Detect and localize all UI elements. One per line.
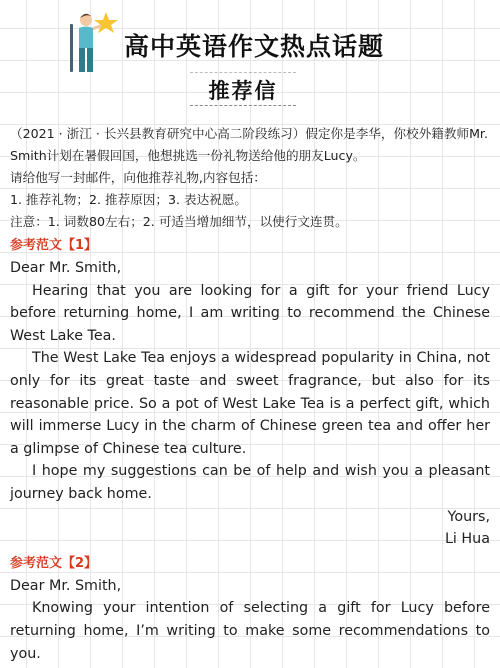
letter-paragraph: I hope my suggestions can be of help and wish you a pleasant journey back home. bbox=[10, 463, 490, 502]
person-with-star-icon bbox=[62, 6, 126, 78]
prompt-line: 请给他写一封邮件，向他推荐礼物,内容包括： bbox=[10, 170, 266, 185]
letter-greeting: Dear Mr. Smith, bbox=[10, 577, 122, 594]
subtitle-frame bbox=[190, 72, 296, 106]
content bbox=[10, 123, 490, 665]
letter-signature: Li Hua bbox=[444, 531, 490, 548]
sample2-label: 参考范文【2】 bbox=[10, 555, 98, 571]
sample2-letter bbox=[10, 575, 490, 665]
letter-paragraph: Hearing that you are looking for a gift for your friend Lucy before returning home, I am writing to recommend the Chinese West Lake Tea. bbox=[10, 282, 490, 344]
prompt-line: （2021 · 浙江 · 长兴县教育研究中心高二阶段练习）假定你是李华，你校外籍教师Mr. Smith计划在暑假回国，他想挑选一份礼物送给他的朋友Lucy。 bbox=[10, 126, 488, 163]
prompt-line: 1. 推荐礼物；2. 推荐原因；3. 表达祝愿。 bbox=[10, 192, 247, 207]
prompt-line: 注意：1. 词数80左右；2. 可适当增加细节，以使行文连贯。 bbox=[10, 214, 348, 229]
writing-prompt bbox=[10, 123, 490, 233]
letter-closing: Yours, bbox=[447, 508, 490, 525]
page-subtitle: 推荐信 bbox=[208, 79, 278, 103]
sample1-label: 参考范文【1】 bbox=[10, 238, 98, 253]
sample1-letter bbox=[10, 257, 490, 551]
letter-paragraph: The West Lake Tea enjoys a widespread popularity in China, not only for its great taste and sweet fragrance, but also for its reasonable price. So a pot of West Lake Tea is a perfect gift, which will immerse Lucy in the charm of Chinese green tea and offer her a glimpse of Chinese tea culture. bbox=[10, 350, 490, 457]
header bbox=[0, 0, 500, 118]
page-title: 高中英语作文热点话题 bbox=[124, 32, 385, 61]
letter-greeting: Dear Mr. Smith, bbox=[10, 260, 122, 276]
letter-paragraph: Knowing your intention of selecting a gift for Lucy before returning home, I’m writing to make some recommendations to you. bbox=[10, 600, 490, 662]
